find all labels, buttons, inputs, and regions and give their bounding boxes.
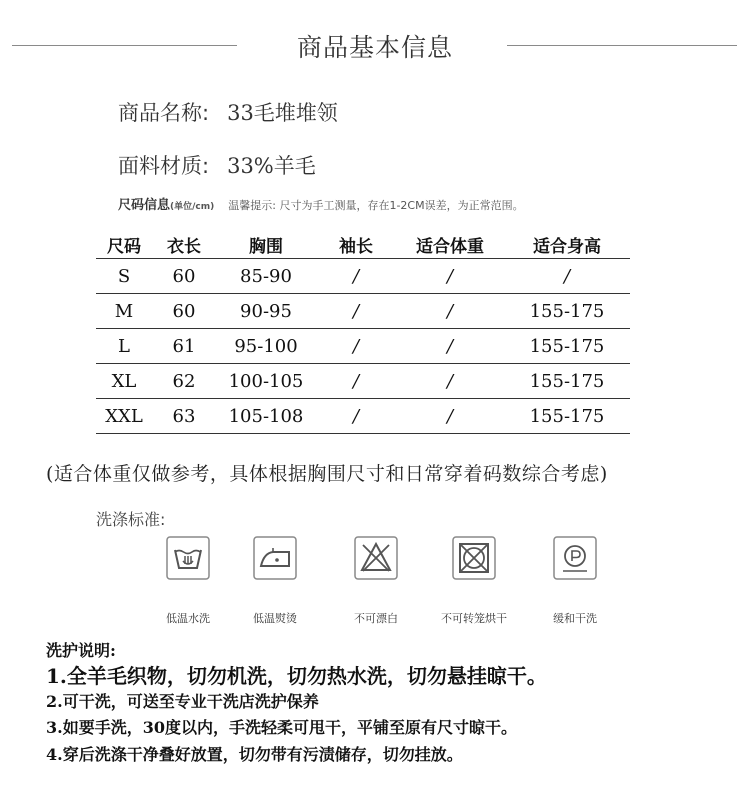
- wash-title: 洗涤标准:: [96, 510, 166, 529]
- weight-note: (适合体重仅做参考，具体根据胸围尺寸和日常穿着码数综合考虑): [46, 463, 608, 485]
- size-info-label: 尺码信息: [118, 198, 171, 213]
- cell-sleeve: /: [316, 399, 396, 434]
- cell-size: XXL: [96, 399, 152, 434]
- cell-chest: 85-90: [216, 259, 316, 294]
- cell-chest: 90-95: [216, 294, 316, 329]
- cell-size: S: [96, 259, 152, 294]
- cell-length: 61: [152, 329, 216, 364]
- cell-height: 155-175: [504, 294, 630, 329]
- header-sleeve: 袖长: [316, 230, 396, 259]
- cell-size: XL: [96, 364, 152, 399]
- fabric-label: 面料材质:: [118, 154, 210, 178]
- cell-length: 60: [152, 259, 216, 294]
- fabric-row: [118, 150, 316, 180]
- product-name-row: [118, 97, 338, 127]
- cell-sleeve: /: [316, 294, 396, 329]
- no-bleach-icon: [354, 536, 398, 580]
- cell-size: L: [96, 329, 152, 364]
- gentle-dry-clean-icon: [553, 536, 597, 580]
- header-height: 适合身高: [504, 230, 630, 259]
- header-divider-right: [507, 45, 737, 46]
- cell-size: M: [96, 294, 152, 329]
- size-table: [96, 230, 630, 434]
- care-line-4: 4.穿后洗涤干净叠好放置，切勿带有污渍储存，切勿挂放。: [46, 745, 463, 764]
- low-temp-wash-icon: [166, 536, 210, 580]
- cell-length: 60: [152, 294, 216, 329]
- wash-item-no-tumble-dry: [429, 536, 519, 626]
- wash-item-low-temp-wash: [143, 536, 233, 626]
- header-chest: 胸围: [216, 230, 316, 259]
- care-line-1: 1.全羊毛织物，切勿机洗，切勿热水洗，切勿悬挂晾干。: [46, 664, 547, 688]
- product-name-value: 33毛堆堆领: [227, 101, 338, 125]
- header-size: 尺码: [96, 230, 152, 259]
- table-row: [96, 259, 630, 294]
- size-table-header: [96, 230, 630, 259]
- care-title: 洗护说明:: [46, 641, 116, 660]
- wash-item-gentle-dry-clean: [530, 536, 620, 626]
- table-row: [96, 364, 630, 399]
- product-name-label: 商品名称:: [118, 101, 210, 125]
- table-row: [96, 329, 630, 364]
- cell-height: 155-175: [504, 399, 630, 434]
- size-info-unit: (单位/cm): [170, 202, 215, 212]
- cell-height: 155-175: [504, 364, 630, 399]
- wash-label: 缓和干洗: [553, 612, 597, 625]
- header-length: 衣长: [152, 230, 216, 259]
- table-row: [96, 294, 630, 329]
- cell-weight: /: [396, 329, 504, 364]
- wash-label: 不可转笼烘干: [441, 612, 507, 625]
- care-line-3: 3.如要手洗，30度以内，手洗轻柔可甩干，平铺至原有尺寸晾干。: [46, 718, 517, 737]
- cell-weight: /: [396, 294, 504, 329]
- wash-label: 低温水洗: [166, 612, 210, 625]
- cell-chest: 105-108: [216, 399, 316, 434]
- cell-sleeve: /: [316, 364, 396, 399]
- cell-sleeve: /: [316, 259, 396, 294]
- cell-height: 155-175: [504, 329, 630, 364]
- cell-chest: 95-100: [216, 329, 316, 364]
- header-divider-left: [12, 45, 237, 46]
- cell-height: /: [504, 259, 630, 294]
- wash-item-low-temp-iron: [230, 536, 320, 626]
- care-line-2: 2.可干洗，可送至专业干洗店洗护保养: [46, 692, 319, 711]
- fabric-value: 33%羊毛: [227, 154, 316, 178]
- wash-label: 不可漂白: [354, 612, 398, 625]
- page-title: 商品基本信息: [296, 33, 453, 62]
- wash-label: 低温熨烫: [253, 612, 297, 625]
- cell-weight: /: [396, 259, 504, 294]
- cell-weight: /: [396, 364, 504, 399]
- size-info-tip: 温馨提示: 尺寸为手工测量，存在1-2CM误差，为正常范围。: [228, 199, 524, 212]
- cell-length: 63: [152, 399, 216, 434]
- table-row: [96, 399, 630, 434]
- header-weight: 适合体重: [396, 230, 504, 259]
- low-temp-iron-icon: [253, 536, 297, 580]
- no-tumble-dry-icon: [452, 536, 496, 580]
- size-info-heading: [118, 194, 524, 213]
- wash-item-no-bleach: [331, 536, 421, 626]
- cell-sleeve: /: [316, 329, 396, 364]
- cell-chest: 100-105: [216, 364, 316, 399]
- cell-weight: /: [396, 399, 504, 434]
- cell-length: 62: [152, 364, 216, 399]
